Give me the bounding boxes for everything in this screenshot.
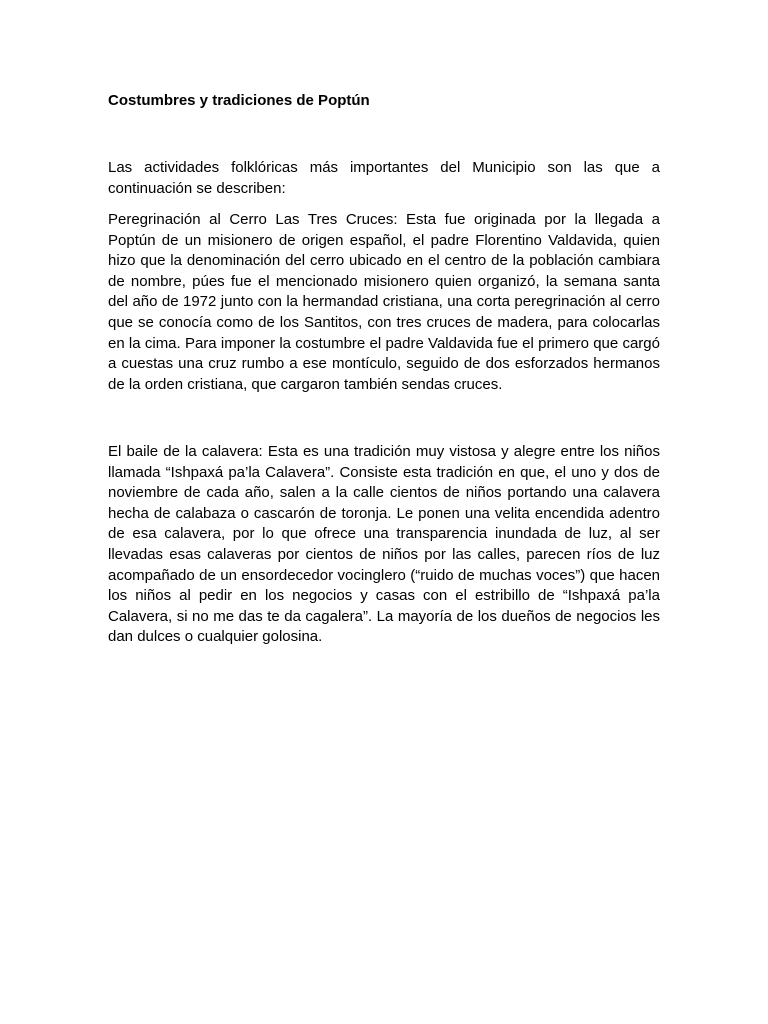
paragraph-line: acompañado de un ensordecedor vocinglero (“ruido de muchas voces”) que hacen [108,566,660,584]
paragraph-line: llevadas esas calaveras por cientos de niños por las calles, parecen ríos de luz [108,545,660,563]
paragraph-line: de nombre, púes fue el mencionado misionero quien organizó, la semana santa [108,272,660,290]
paragraph-intro [108,158,660,199]
paragraph-line: Calavera, si no me das te da cagalera”. La mayoría de los dueños de negocios les [108,607,660,625]
paragraph-line: de esa calavera, por lo que ofrece una transparencia inundada de luz, al ser [108,525,660,543]
paragraph-line: hecha de calabaza o cascarón de toronja. Le ponen una velita encendida adentro [108,504,660,522]
paragraph-line: de la orden cristiana, que cargaron también sendas cruces. [108,375,503,393]
paragraph-line: Peregrinación al Cerro Las Tres Cruces: Esta fue originada por la llegada a [108,211,660,228]
paragraph-line: llamada “Ishpaxá pa’la Calavera”. Consiste esta tradición en que, el uno y dos de [108,463,660,481]
paragraph-line: hizo que la denominación del cerro ubicado en el centro de la población cambiara [108,252,660,270]
document-title: Costumbres y tradiciones de Poptún [108,92,370,109]
paragraph-line: Poptún de un misionero de origen español, el padre Florentino Valdavida, quien [108,231,660,249]
paragraph-line: del año de 1972 junto con la hermandad cristiana, una corta peregrinación al cerro [108,293,660,311]
paragraph-line: dan dulces o cualquier golosina. [108,628,323,646]
paragraph-baile-calavera [108,442,660,648]
paragraph-line: que se conocía como de los Santitos, con tres cruces de madera, para colocarlas [108,313,660,331]
paragraph-line: los niños al pedir en los negocios y casas con el estribillo de “Ishpaxá pa’la [108,587,660,605]
paragraph-line: continuación se describen: [108,179,286,197]
paragraph-line: noviembre de cada año, salen a la calle cientos de niños portando una calavera [108,484,660,502]
paragraph-peregrinacion [108,210,660,395]
paragraph-line: a cuestas una cruz rumbo a ese montículo, seguido de dos esforzados hermanos [108,355,660,373]
paragraph-line: Las actividades folklóricas más importantes del Municipio son las que a [108,159,660,176]
paragraph-line: El baile de la calavera: Esta es una tradición muy vistosa y alegre entre los niños [108,443,660,460]
paragraph-line: en la cima. Para imponer la costumbre el padre Valdavida fue el primero que cargó [108,334,660,352]
